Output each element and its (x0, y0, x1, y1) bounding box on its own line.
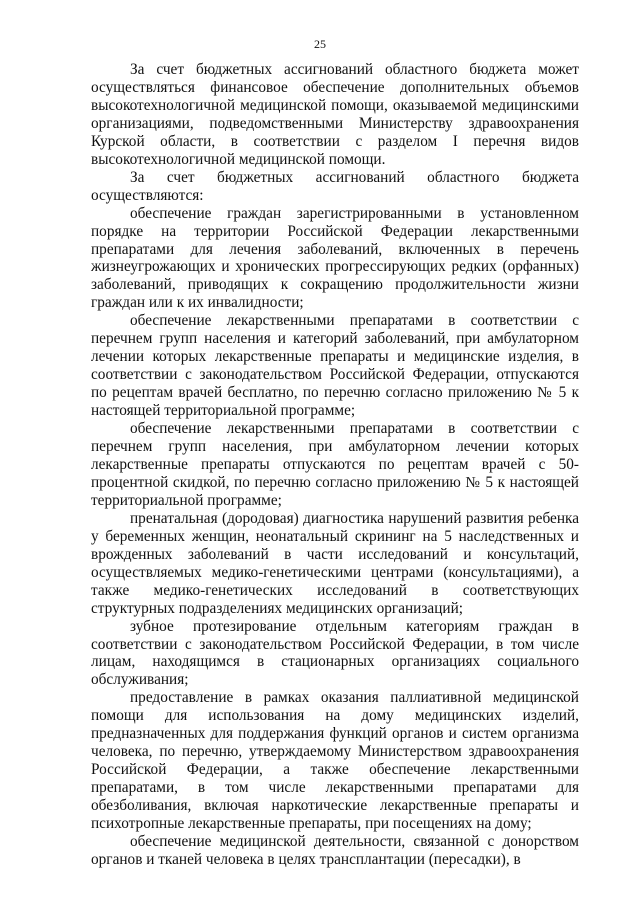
paragraph-discount-prescription-drugs: обеспечение лекарственными препаратами в соответствии с перечнем групп населения, при амбулаторном лечении которых лекарственные препараты отпускаются по рецептам врачей с 50-процентной скидкой, по перечню согласно приложению № 5 к настоящей территориальной программе; (91, 420, 579, 509)
paragraph-high-tech-care-funding: За счет бюджетных ассигнований областного бюджета может осуществляться финансовое обеспечение дополнительных объемов высокотехнологичной медицинской помощи, оказываемой медицинскими организациями, подведомственными Министерству здравоохранения Курской области, в соответствии с разделом I перечня видов высокотехнологичной медицинской помощи. (91, 61, 579, 168)
document-body (91, 61, 579, 869)
paragraph-budget-provisions-intro: За счет бюджетных ассигнований областного бюджета осуществляются: (91, 168, 579, 204)
paragraph-palliative-care-devices: предоставление в рамках оказания паллиативной медицинской помощи для использования на дому медицинских изделий, предназначенных для поддержания функций органов и систем организма человека, по перечню, утверждаемому Министерством здравоохранения Российской Федерации, а также обеспечение лекарственными препаратами, в том числе лекарственными препаратами для обезболивания, включая наркотические лекарственные препараты и психотропные лекарственные препараты, при посещениях на дому; (91, 689, 579, 833)
paragraph-organ-donation: обеспечение медицинской деятельности, связанной с донорством органов и тканей человека в целях трансплантации (пересадки), в (91, 832, 579, 868)
paragraph-orphan-diseases-drugs: обеспечение граждан зарегистрированными в установленном порядке на территории Российской Федерации лекарственными препаратами для лечения заболеваний, включенных в перечень жизнеугрожающих и хронических прогрессирующих редких (орфанных) заболеваний, приводящих к сокращению продолжительности жизни граждан или к их инвалидности; (91, 204, 579, 312)
paragraph-dental-prosthetics: зубное протезирование отдельным категориям граждан в соответствии с законодательством Российской Федерации, в том числе лицам, находящимся в стационарных организациях социального обслуживания; (91, 617, 579, 689)
paragraph-free-prescription-drugs: обеспечение лекарственными препаратами в соответствии с перечнем групп населения и категорий заболеваний, при амбулаторном лечении которых лекарственные препараты и медицинские изделия, в соответствии с законодательством Российской Федерации, отпускаются по рецептам врачей бесплатно, по перечню согласно приложению № 5 к настоящей территориальной программе; (91, 312, 579, 420)
page-number: 25 (314, 37, 326, 51)
paragraph-prenatal-diagnostics: пренатальная (дородовая) диагностика нарушений развития ребенка у беременных женщин, неонатальный скрининг на 5 наследственных и врожденных заболеваний в части исследований и консультаций, осуществляемых медико-генетическими центрами (консультациями), а также медико-генетических исследований в соответствующих структурных подразделениях медицинских организаций; (91, 509, 579, 617)
